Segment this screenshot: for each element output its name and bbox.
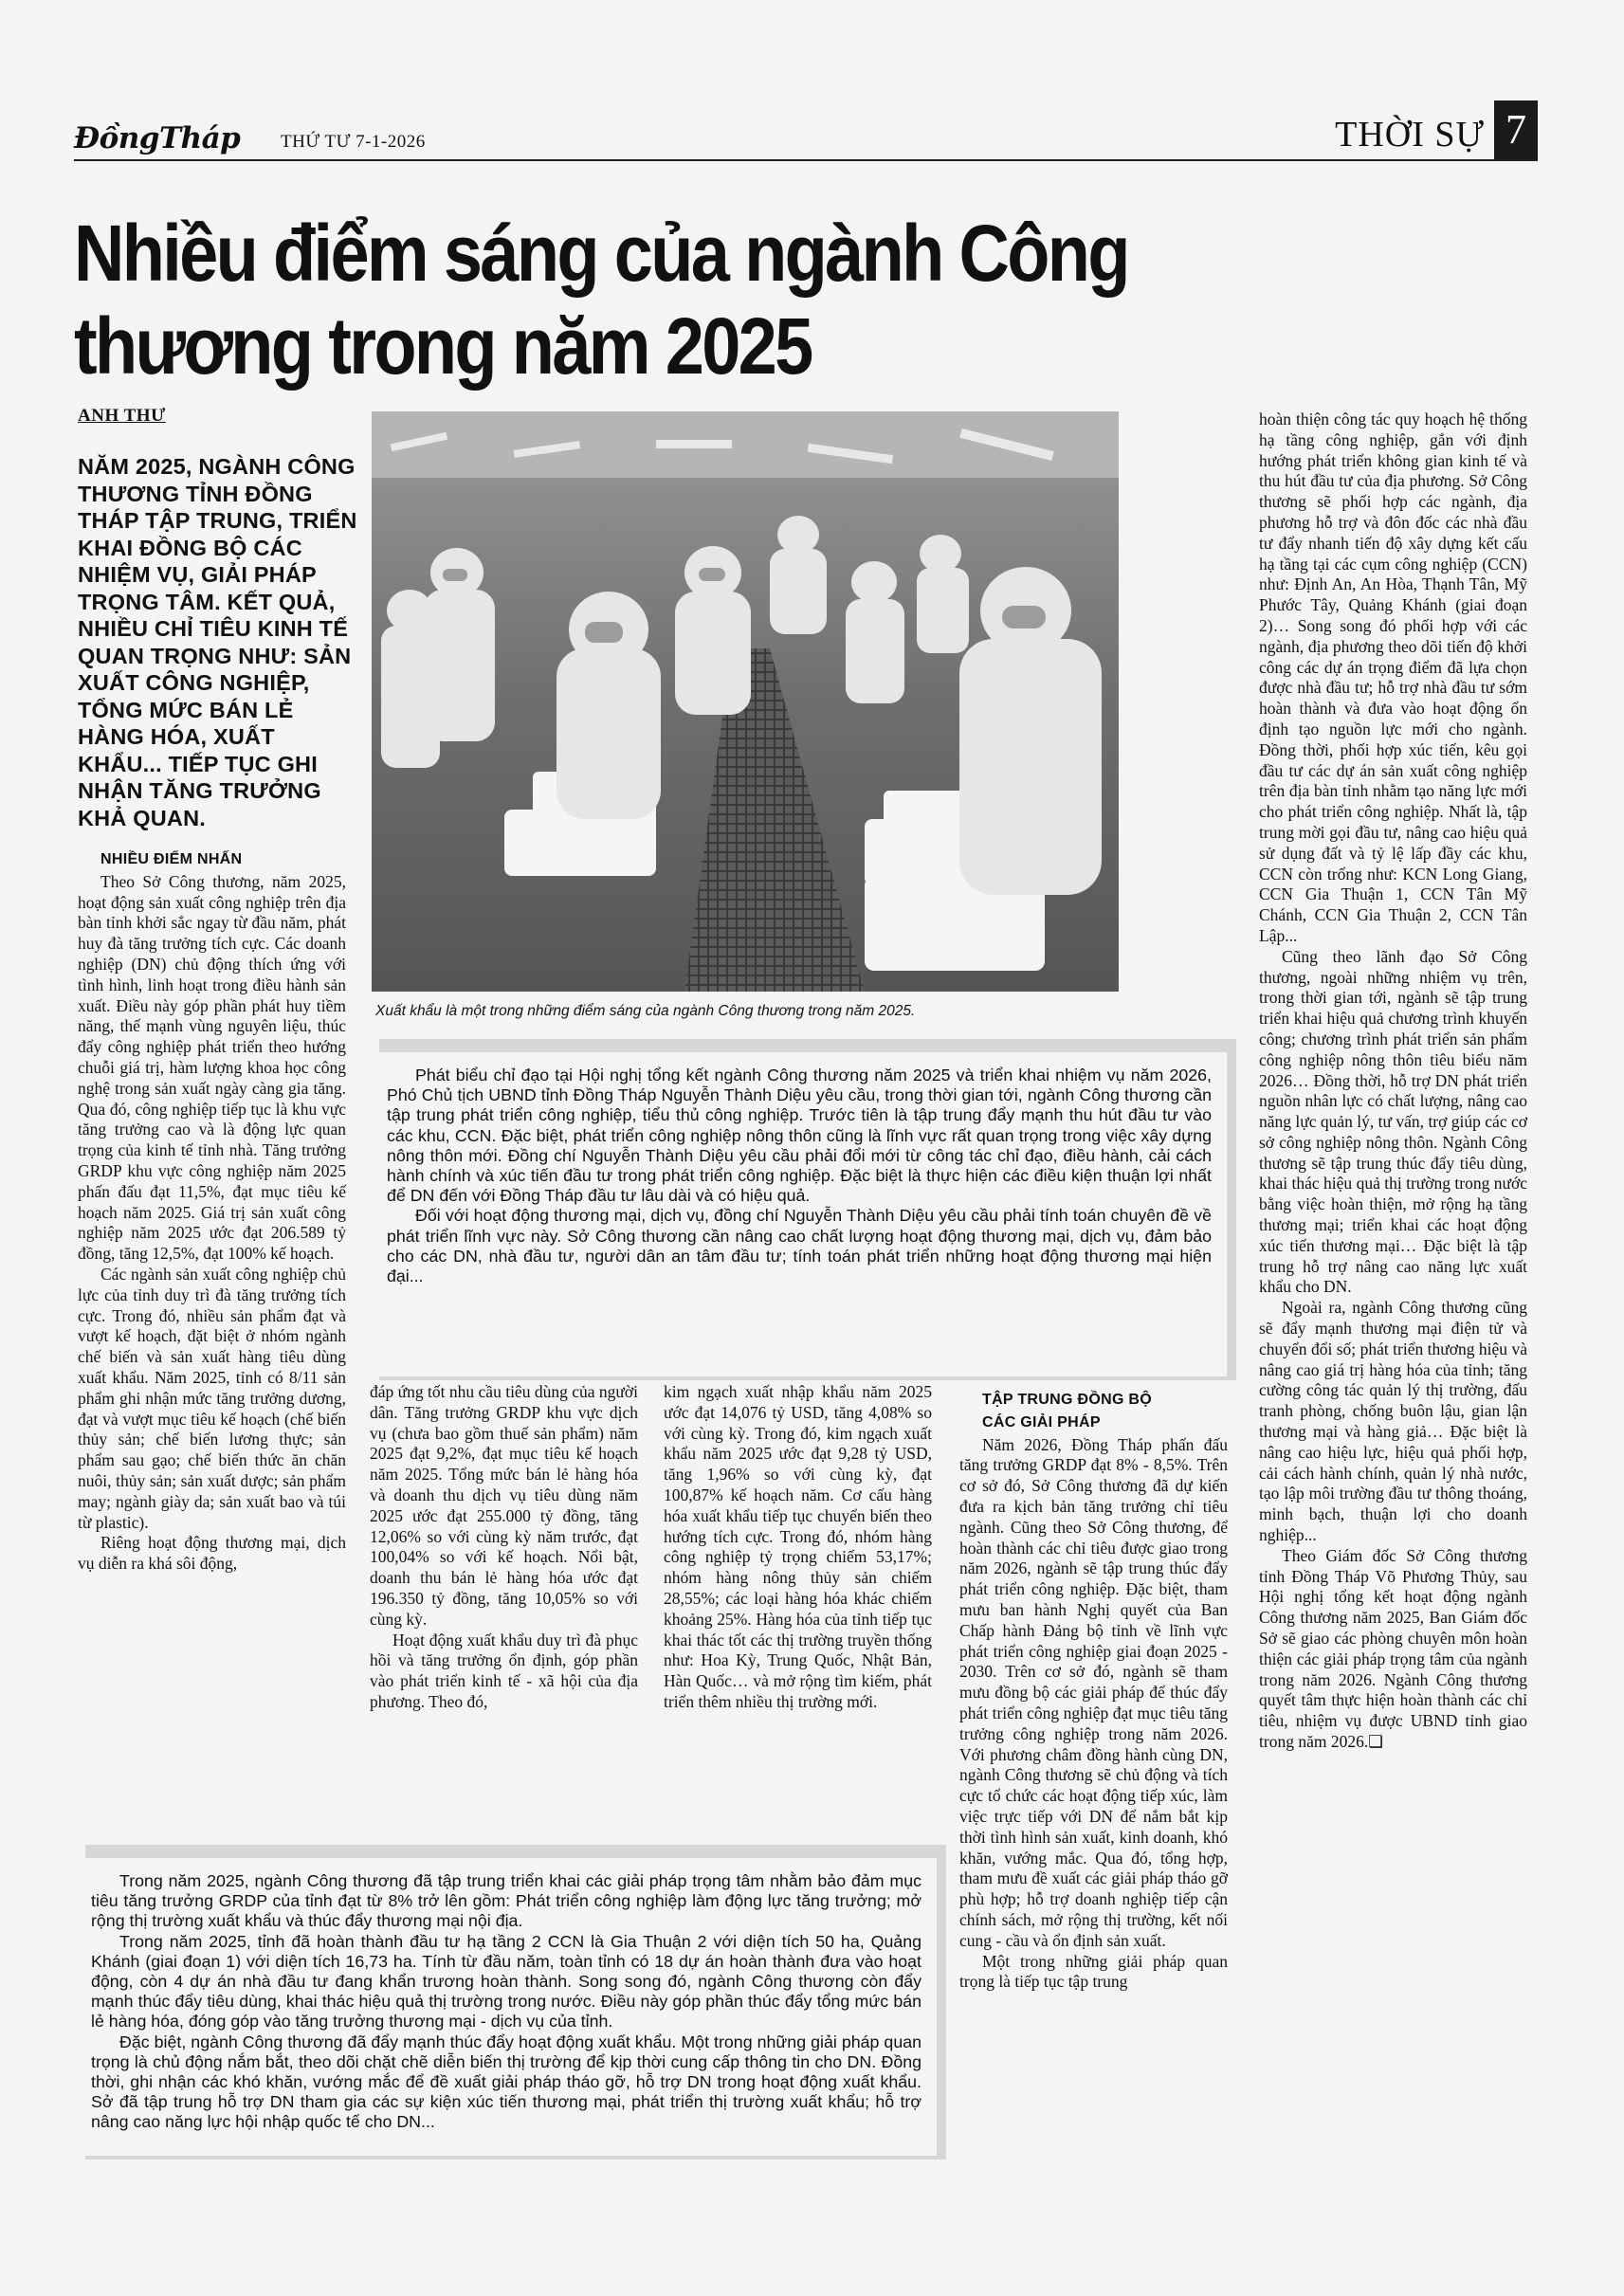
paragraph: Một trong những giải pháp quan trọng là tiếp tục tập trung xyxy=(959,1951,1228,1992)
factory-workers-photo xyxy=(372,411,1119,992)
paragraph xyxy=(1259,1546,1527,1753)
paragraph: Năm 2026, Đồng Tháp phấn đấu tăng trưởng GRDP đạt 8% - 8,5%. Trên cơ sở đó, Sở Công thương đã dự kiến đưa ra kịch bản tăng trưởng chỉ tiêu ngành. Cũng theo Sở Công thương, để hoàn thành các chỉ tiêu được giao trong năm 2026, ngành sẽ tập trung thúc đẩy phát triển công nghiệp. Đặc biệt, tham mưu ban hành Nghị quyết của Ban Chấp hành Đảng bộ tỉnh về lĩnh vực phát triển công nghiệp giai đoạn 2025 - 2030. Trên cơ sở đó, ngành sẽ tham mưu đồng bộ các giải pháp để thúc đẩy phát triển công nghiệp đạt mục tiêu tăng trưởng công nghiệp trong năm 2026. Với phương châm đồng hành cùng DN, ngành Công thương sẽ chủ động và tích cực tổ chức các hoạt động tiếp xúc, làm việc trực tiếp với DN để nắm bắt kịp thời tình hình sản xuất, kinh doanh, khó khăn, vướng mắc. Qua đó, tổng hợp, tham mưu đề xuất các giải pháp tháo gỡ phù hợp; hỗ trợ doanh nghiệp tiếp cận chính sách, mở rộng thị trường, kết nối cung - cầu và ổn định sản xuất. xyxy=(959,1434,1228,1950)
box-paragraph: Trong năm 2025, ngành Công thương đã tập trung triển khai các giải pháp trọng tâm nhằm bảo đảm mục tiêu tăng trưởng GRDP của tỉnh đạt từ 8% trở lên gồm: Phát triển công nghiệp làm động lực tăng trưởng; mở rộng thị trường xuất khẩu và thúc đẩy thương mại nội địa. xyxy=(91,1871,921,1931)
body-column-4 xyxy=(959,1390,1228,1993)
paragraph: hoàn thiện công tác quy hoạch hệ thống hạ tầng công nghiệp, gắn với định hướng phát triển không gian kinh tế và thu hút đầu tư của địa phương. Sở Công thương sẽ phối hợp các ngành, địa phương hỗ trợ và đôn đốc các nhà đầu tư đẩy nhanh tiến độ xây dựng kết cấu hạ tầng tại các cụm công nghiệp (CCN) như: Định An, An Hòa, Thạnh Tân, Mỹ Phước Tây, Quảng Khánh (giai đoạn 2)… Song song đó phối hợp với các ngành, địa phương theo dõi tiến độ khởi công các dự án trọng điểm đã lựa chọn được nhà đầu tư; hỗ trợ nhà đầu tư sớm hoàn thành và đưa vào hoạt động ổn định tạo nguồn lực mới cho ngành. Đồng thời, phối hợp xúc tiến, kêu gọi đầu tư các dự án sản xuất công nghiệp trên địa bàn tỉnh nhằm tạo năng lực mới cho phát triển công nghiệp. Nhất là, tập trung mời gọi đầu tư, nâng cao hiệu quả sử dụng đất và tỷ lệ lấp đầy các khu, CCN còn trống như: KCN Long Giang, CCN Gia Thuận 1, CCN Tân Mỹ Chánh, CCN Gia Thuận 2, CCN Tân Lập... xyxy=(1259,410,1527,945)
article-sapo: NĂM 2025, NGÀNH CÔNG THƯƠNG TỈNH ĐỒNG THÁP TẬP TRUNG, TRIỂN KHAI ĐỒNG BỘ CÁC NHIỆM VỤ, GIẢI PHÁP TRỌNG TÂM. KẾT QUẢ, NHIỀU CHỈ TIÊU KINH TẾ QUAN TRỌNG NHƯ: SẢN XUẤT CÔNG NGHIỆP, TỔNG MỨC BÁN LẺ HÀNG HÓA, XUẤT KHẨU... TIẾP TỤC GHI NHẬN TĂNG TRƯỞNG KHẢ QUAN. xyxy=(78,454,357,830)
masthead-rule xyxy=(74,159,1538,161)
section-title: THỜI SỰ xyxy=(1335,115,1485,155)
newspaper-logo: ĐồngTháp xyxy=(74,121,241,155)
paragraph: Theo Sở Công thương, năm 2025, hoạt động sản xuất công nghiệp trên địa bàn tỉnh khởi sắc ngay từ đầu năm, phát huy đà tăng trưởng tích cực. Các doanh nghiệp (DN) chủ động thích ứng với tình hình, linh hoạt trong điều hành sản xuất. Điều này góp phần phát huy tiềm năng, thế mạnh vùng nguyên liệu, thúc đẩy công nghiệp phát triển theo hướng chuỗi giá trị, hàm lượng khoa học công nghệ trong sản xuất ngày càng gia tăng. Qua đó, công nghiệp tiếp tục là khu vực tăng trưởng cao và là động lực quan trọng của kinh tế tỉnh nhà. Tăng trưởng GRDP khu vực công nghiệp năm 2025 phấn đấu đạt 11,5%, đạt mục tiêu kế hoạch năm 2025. Giá trị sản xuất công nghiệp năm 2025 ước đạt 206.589 tỷ đồng, tăng 12,5%, đạt 100% kế hoạch. xyxy=(78,871,346,1264)
body-column-3 xyxy=(664,1382,932,1713)
body-column-1 xyxy=(78,849,346,1575)
paragraph: kim ngạch xuất nhập khẩu năm 2025 ước đạt 14,076 tỷ USD, tăng 4,08% so với cùng kỳ. Trong đó, kim ngạch xuất khẩu năm 2025 ước đạt 9,28 tỷ USD, tăng 1,96% so với cùng kỳ, đạt 100,87% kế hoạch năm. Cơ cấu hàng hóa xuất khẩu tiếp tục chuyển biến theo hướng tích cực. Trong đó, nhóm hàng công nghiệp tỷ trọng chiếm 53,17%; nhóm hàng nông thủy sản chiếm 28,55%; các loại hàng hóa khác chiếm khoảng 25%. Hàng hóa của tỉnh tiếp tục khai thác tốt các thị trường truyền thống như: Hoa Kỳ, Trung Quốc, Nhật Bản, Hàn Quốc… và mở rộng tìm kiếm, phát triển thêm nhiều thị trường mới. xyxy=(664,1382,932,1711)
paragraph: đáp ứng tốt nhu cầu tiêu dùng của người dân. Tăng trưởng GRDP khu vực dịch vụ (chưa bao gồm thuế sản phẩm) năm 2025 đạt 9,2%, đạt mục tiêu kế hoạch năm 2025. Tổng mức bán lẻ hàng hóa và doanh thu dịch vụ tiêu dùng năm 2025 ước đạt 255.000 tỷ đồng, tăng 12,06% so với cùng kỳ năm trước, đạt 100,04% so với kế hoạch. Nổi bật, doanh thu bán lẻ hàng hóa ước đạt 196.350 tỷ đồng, tăng 10,05% so với cùng kỳ. xyxy=(370,1382,638,1629)
box-paragraph: Đặc biệt, ngành Công thương đã đẩy mạnh thúc đẩy hoạt động xuất khẩu. Một trong những giải pháp quan trọng là chủ động nắm bắt, theo dõi chặt chẽ diễn biến thị trường để kịp thời cung cấp thông tin cho DN. Đồng thời, ghi nhận các khó khăn, vướng mắc để đề xuất giải pháp tháo gỡ, hỗ trợ DN trong hoạt động xuất khẩu. Sở đã tập trung hỗ trợ DN tham gia các sự kiện xúc tiến thương mại, phát triển thị trường xuất khẩu; hỗ trợ nâng cao năng lực hội nhập quốc tế cho DN... xyxy=(91,2032,921,2132)
quote-paragraph: Phát biểu chỉ đạo tại Hội nghị tổng kết ngành Công thương năm 2025 và triển khai nhiệm vụ năm 2026, Phó Chủ tịch UBND tỉnh Đồng Tháp Nguyễn Thành Diệu yêu cầu, trong thời gian tới, ngành Công thương cần tập trung phát triển công nghiệp, tiểu thủ công nghiệp. Trước tiên là tập trung đẩy mạnh thu hút đầu tư vào các khu, CCN. Đặc biệt, phát triển công nghiệp nông thôn cũng là lĩnh vực rất quan trọng trong việc xây dựng nông thôn mới. Đồng chí Nguyễn Thành Diệu yêu cầu phải đổi mới từ công tác chỉ đạo, điều hành, cải cách hành chính và xúc tiến đầu tư trong phát triển công nghiệp. Đặc biệt là thực hiện các điều kiện thuận lợi nhất để DN đến với Đồng Tháp đầu tư lâu dài và có hiệu quả. xyxy=(387,1066,1212,1206)
square-end-mark: ❑ xyxy=(1368,1732,1383,1751)
body-column-2 xyxy=(370,1382,638,1713)
subhead-nhieu-diem-nhan: NHIỀU ĐIỂM NHẤN xyxy=(100,851,243,867)
quote-paragraph: Đối với hoạt động thương mại, dịch vụ, đồng chí Nguyễn Thành Diệu yêu cầu phải tính toán chuyên đề về phát triển lĩnh vực này. Sở Công thương cần nâng cao chất lượng hoạt động thương mại, dịch vụ, đảm bảo cho các DN, nhà đầu tư, người dân an tâm đầu tư; tính toán phát triển những hoạt động thương mại hiện đại... xyxy=(387,1206,1212,1286)
page-number: 7 xyxy=(1494,100,1538,159)
paragraph: Cũng theo lãnh đạo Sở Công thương, ngoài những nhiệm vụ trên, trong thời gian tới, ngành sẽ tập trung triển khai hiệu quả chương trình khuyến công; chương trình phát triển sản phẩm công nghiệp nông thôn tiêu biểu năm 2026… Đồng thời, hỗ trợ DN phát triển nguồn nhân lực có chất lượng, nâng cao năng lực quản lý, tư vấn, trợ giúp các cơ sở công nghiệp nông thôn. Ngành Công thương sẽ tập trung thúc đẩy tiêu dùng, khai thác hiệu quả thị trường trong nước bằng việc hoàn thiện, mở rộng hạ tầng thương mại; triển khai các hoạt động xúc tiến thương mại… Đặc biệt là tập trung hỗ trợ nâng cao năng lực xuất khẩu cho DN. xyxy=(1259,946,1527,1297)
article-headline: Nhiều điểm sáng của ngành Công thương trong năm 2025 xyxy=(74,209,1128,391)
body-column-5 xyxy=(1259,410,1527,1753)
paragraph: Ngoài ra, ngành Công thương cũng sẽ đẩy mạnh thương mại điện tử và chuyển đổi số; phát triển thương hiệu và nâng cao giá trị hàng hóa của tỉnh; tăng cường công tác quản lý thị trường, đấu tranh phòng, chống buôn lậu, gian lận thương mại và hàng giả… Đặc biệt là nâng cao hiệu lực, hiệu quả phối hợp, cải cách hành chính, quản lý nhà nước, tạo lập môi trường đầu tư thông thoáng, minh bạch, thuận lợi cho doanh nghiệp... xyxy=(1259,1298,1527,1545)
bottom-box xyxy=(74,1858,937,2156)
subhead-tap-trung-line2: CÁC GIẢI PHÁP xyxy=(982,1413,1101,1430)
photo-caption: Xuất khẩu là một trong những điểm sáng của ngành Công thương trong năm 2025. xyxy=(375,1003,916,1019)
issue-date: THỨ TƯ 7-1-2026 xyxy=(281,132,426,152)
paragraph: Các ngành sản xuất công nghiệp chủ lực của tỉnh duy trì đà tăng trưởng tích cực. Trong đó, nhiều sản phẩm đạt và vượt kế hoạch, đặt biệt ở nhóm ngành chế biến và sản xuất hàng tiêu dùng xuất khẩu. Năm 2025, tỉnh có 8/11 sản phẩm ghi nhận mức tăng trưởng dương, đạt và vượt mục tiêu kế hoạch (chế biến thủy sản; chế biến lương thực; sản phẩm sau gạo; chế biến thức ăn chăn nuôi, thủy sản; sản xuất dược; sản phẩm may; ngành giày da; sản xuất bao và túi từ plastic). xyxy=(78,1264,346,1532)
paragraph-text: Theo Giám đốc Sở Công thương tỉnh Đồng Tháp Võ Phương Thủy, sau Hội nghị tổng kết hoạt động ngành Công thương năm 2025, Ban Giám đốc Sở sẽ giao các phòng chuyên môn hoàn thiện các giải pháp trọng tâm của ngành trong năm 2026. Ngành Công thương quyết tâm thực hiện hoàn thành các chỉ tiêu, nhiệm vụ được UBND tỉnh giao trong năm 2026. xyxy=(1259,1545,1527,1751)
paragraph: Riêng hoạt động thương mại, dịch vụ diễn ra khá sôi động, xyxy=(78,1533,346,1574)
quote-box xyxy=(366,1052,1227,1376)
subhead-tap-trung: TẬP TRUNG ĐỒNG BỘ xyxy=(982,1392,1153,1408)
masthead xyxy=(74,100,1538,159)
paragraph: Hoạt động xuất khẩu duy trì đà phục hồi và tăng trưởng ổn định, góp phần vào phát triển kinh tế - xã hội của địa phương. Theo đó, xyxy=(370,1630,638,1711)
author-byline: ANH THƯ xyxy=(78,406,166,426)
box-paragraph: Trong năm 2025, tỉnh đã hoàn thành đầu tư hạ tầng 2 CCN là Gia Thuận 2 với diện tích 50 ha, Quảng Khánh (giai đoạn 1) với diện tích 16,73 ha. Tính từ đầu năm, toàn tỉnh có 18 dự án hoàn thành đưa vào hoạt động, còn 4 dự án nhà đầu tư đang khẩn trương hoàn thành. Song song đó, ngành Công thương còn đẩy mạnh thúc đẩy tiêu dùng, khai thác hiệu quả thị trường trong nước. Điều này góp phần thúc đẩy tổng mức bán lẻ hàng hóa, đóng góp vào tăng trưởng thương mại - dịch vụ của tỉnh. xyxy=(91,1931,921,2032)
photo-illustration xyxy=(372,411,1119,992)
